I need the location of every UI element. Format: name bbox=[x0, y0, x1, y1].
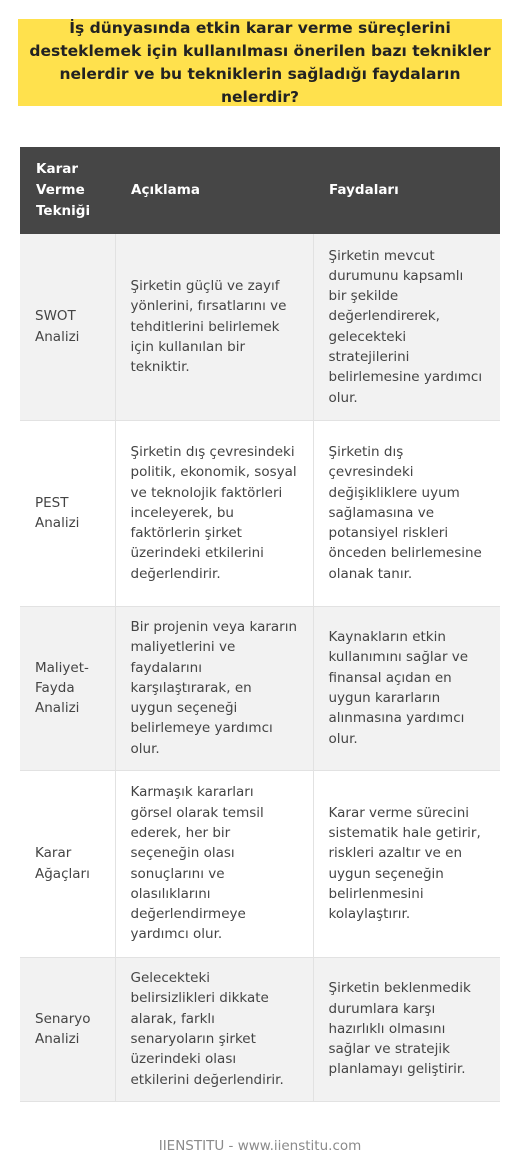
column-header-description: Açıklama bbox=[115, 147, 313, 234]
column-header-benefits: Faydaları bbox=[313, 147, 500, 234]
technique-cell: Maliyet-Fayda Analizi bbox=[20, 606, 115, 770]
benefits-cell: Şirketin mevcut durumunu kapsamlı bir şekilde değerlendirerek, gelecekteki stratejilerini belirlemesine yardımcı olur. bbox=[313, 234, 500, 420]
technique-cell: PEST Analizi bbox=[20, 420, 115, 606]
description-cell: Şirketin güçlü ve zayıf yönlerini, fırsatlarını ve tehditlerini belirlemek için kullanılan bir tekniktir. bbox=[115, 234, 313, 420]
table-row bbox=[20, 234, 500, 420]
technique-cell: SWOT Analizi bbox=[20, 234, 115, 420]
technique-cell: Karar Ağaçları bbox=[20, 770, 115, 957]
benefits-cell: Karar verme sürecini sistematik hale getirir, riskleri azaltır ve en uygun seçeneğin belirlenmesini kolaylaştırır. bbox=[313, 770, 500, 957]
benefits-cell: Şirketin dış çevresindeki değişikliklere uyum sağlamasına ve potansiyel riskleri önceden belirlemesine olanak tanır. bbox=[313, 420, 500, 606]
description-cell: Gelecekteki belirsizlikleri dikkate alarak, farklı senaryoların şirket üzerindeki olası etkilerini değerlendirir. bbox=[115, 957, 313, 1101]
description-cell: Şirketin dış çevresindeki politik, ekonomik, sosyal ve teknolojik faktörleri inceleyerek, bu faktörlerin şirket üzerindeki etkilerini değerlendirir. bbox=[115, 420, 313, 606]
benefits-cell: Şirketin beklenmedik durumlara karşı hazırlıklı olmasını sağlar ve stratejik planlamayı geliştirir. bbox=[313, 957, 500, 1101]
techniques-table bbox=[20, 147, 500, 1102]
technique-cell: Senaryo Analizi bbox=[20, 957, 115, 1101]
benefits-cell: Kaynakların etkin kullanımını sağlar ve finansal açıdan en uygun kararların alınmasına yardımcı olur. bbox=[313, 606, 500, 770]
table-row bbox=[20, 957, 500, 1101]
table-row bbox=[20, 770, 500, 957]
description-cell: Karmaşık kararları görsel olarak temsil ederek, her bir seçeneğin olası sonuçlarını ve olasılıklarını değerlendirmeye yardımcı olur. bbox=[115, 770, 313, 957]
column-header-technique: Karar Verme Tekniği bbox=[20, 147, 115, 234]
table-header-row bbox=[20, 147, 500, 234]
footer-credit: IIENSTITU - www.iienstitu.com bbox=[158, 1138, 362, 1154]
table-row bbox=[20, 420, 500, 606]
page-title: İş dünyasında etkin karar verme süreçlerini desteklemek için kullanılması önerilen bazı teknikler nelerdir ve bu tekniklerin sağladığı faydaların nelerdir? bbox=[29, 18, 491, 106]
description-cell: Bir projenin veya kararın maliyetlerini ve faydalarını karşılaştırarak, en uygun seçeneği belirlemeye yardımcı olur. bbox=[115, 606, 313, 770]
title-banner bbox=[18, 19, 502, 106]
table-row bbox=[20, 606, 500, 770]
